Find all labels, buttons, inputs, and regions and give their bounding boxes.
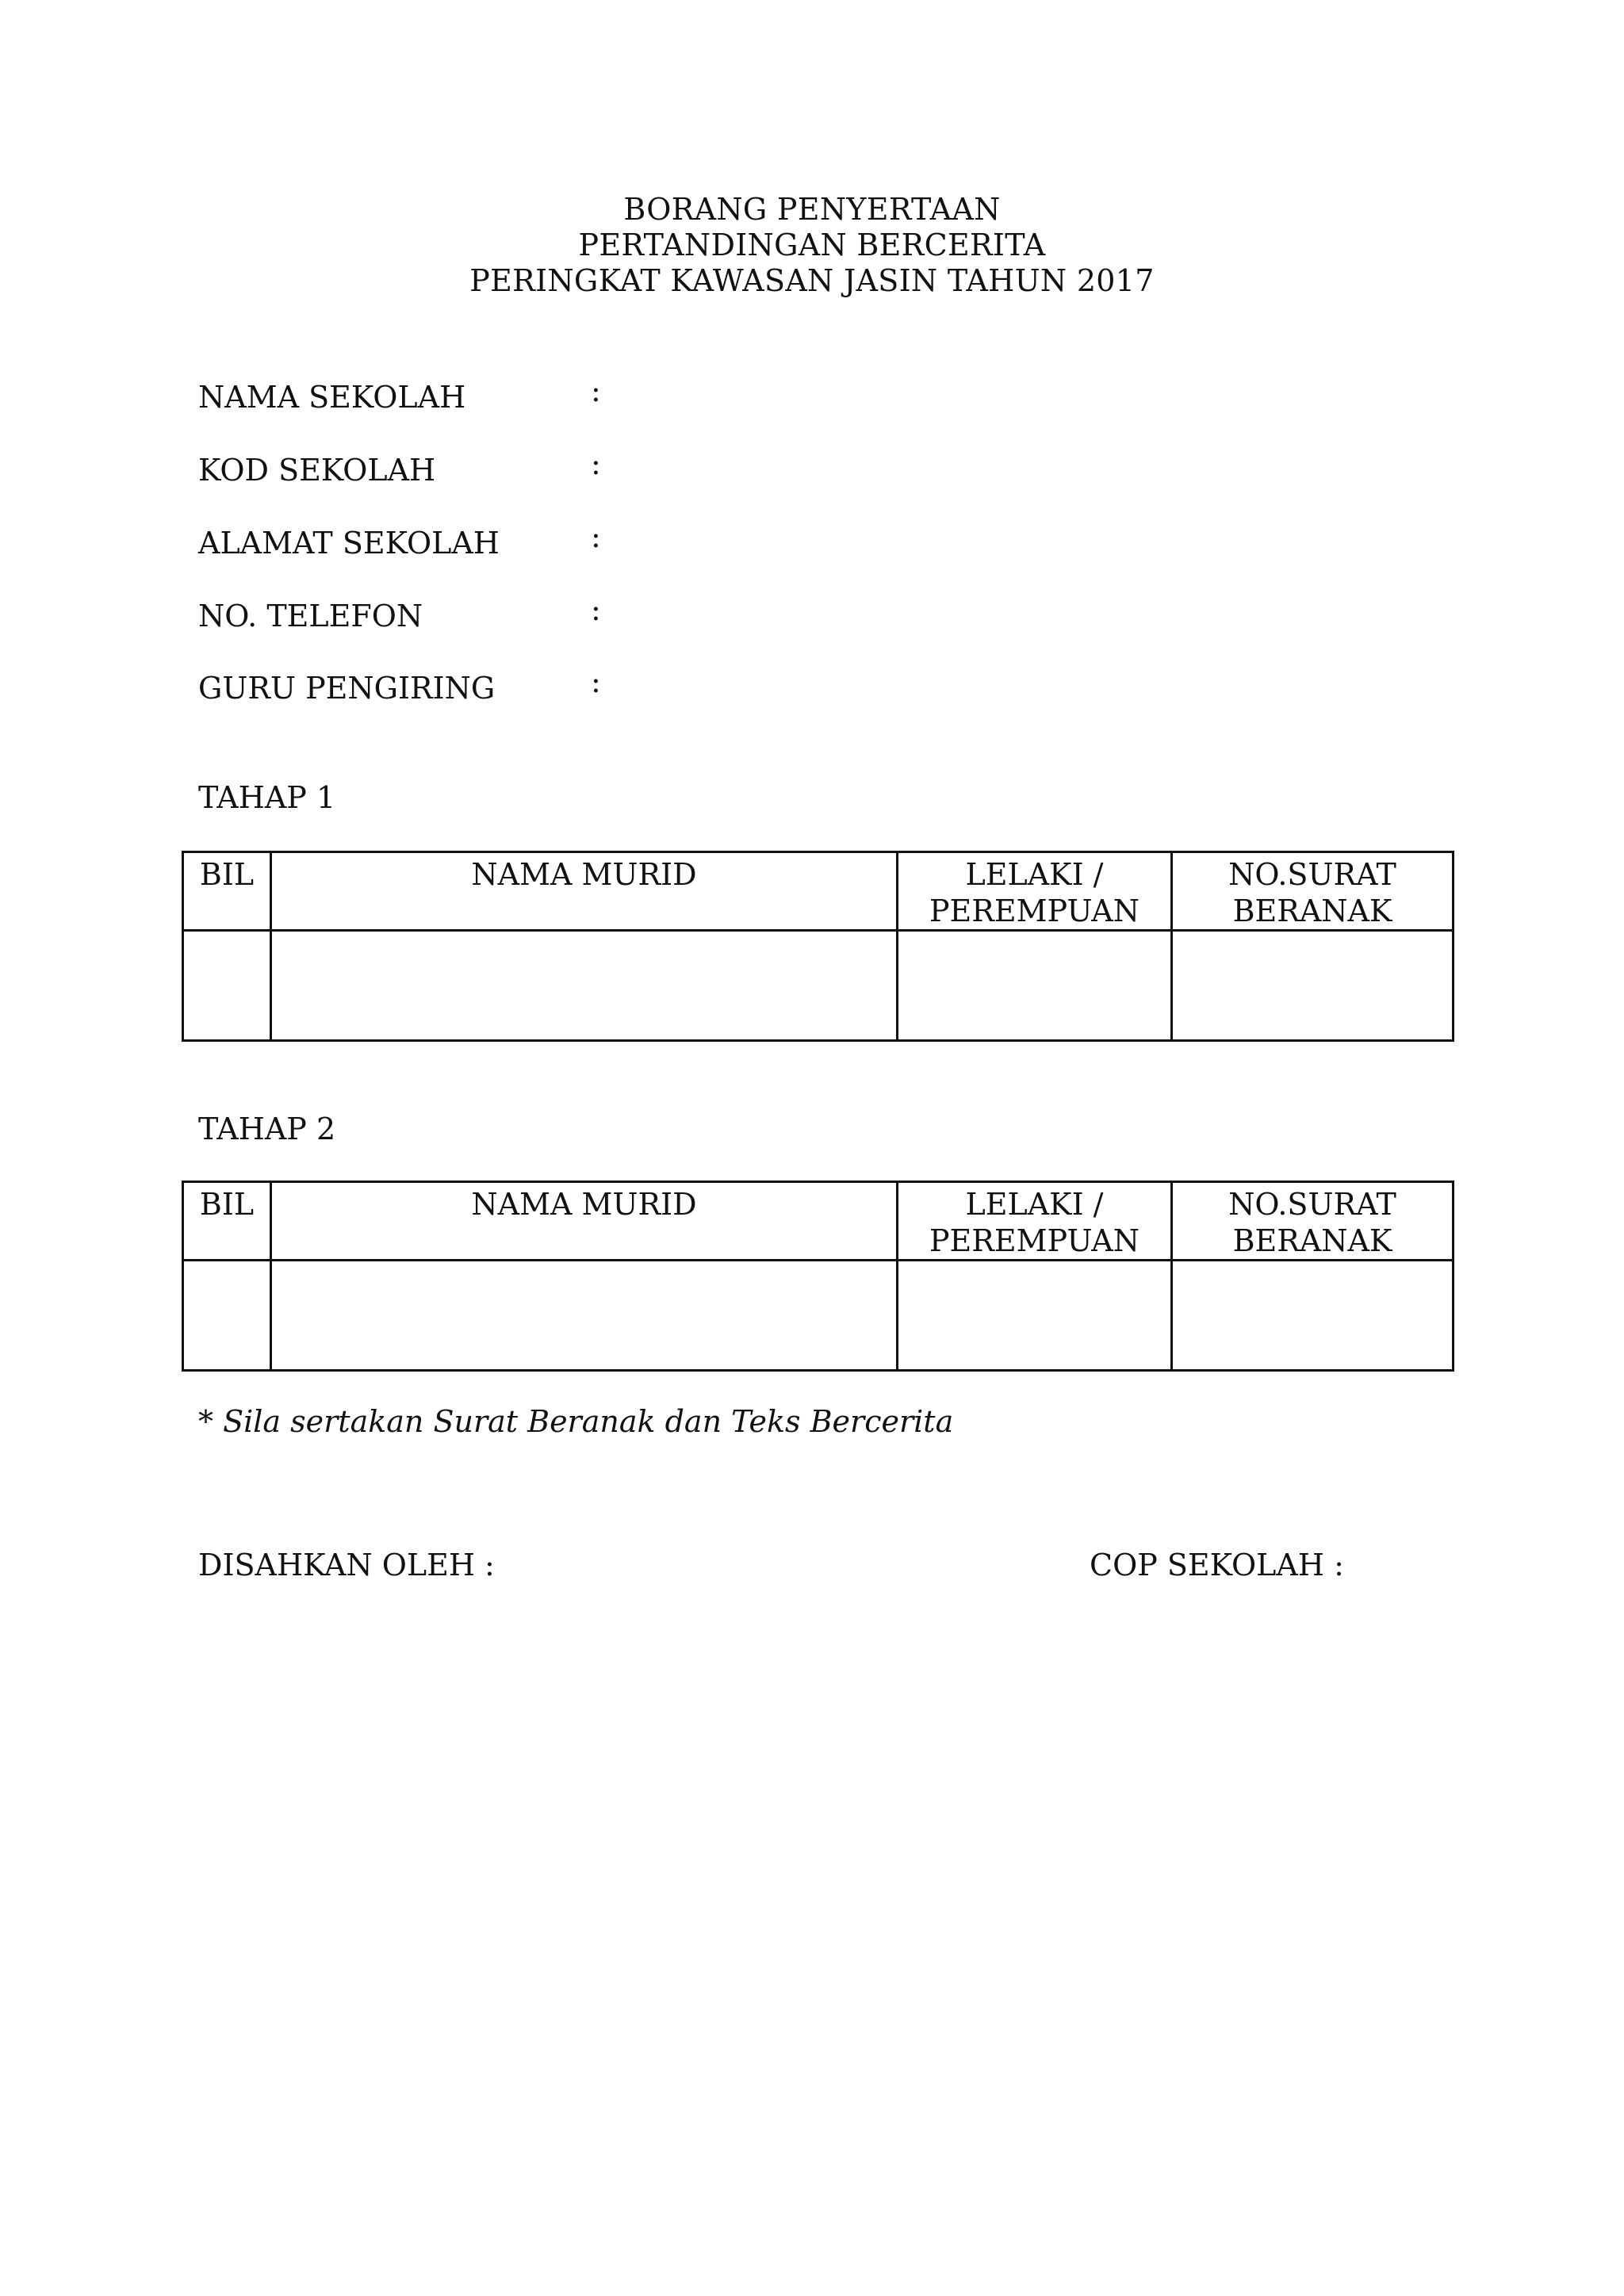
- column-header-nama-murid: NAMA MURID: [271, 852, 898, 931]
- field-label: NAMA SEKOLAH: [198, 380, 466, 415]
- cell-surat-beranak[interactable]: [1172, 931, 1454, 1041]
- field-colon: :: [591, 664, 601, 699]
- table-row: [183, 1261, 1454, 1371]
- cell-jantina[interactable]: [898, 1261, 1172, 1371]
- column-header-surat-beranak: [1172, 852, 1454, 931]
- section-tahap-2: TAHAP 2: [198, 1112, 336, 1146]
- column-header-jantina: [898, 1182, 1172, 1261]
- column-header-bil: BIL: [183, 1182, 271, 1261]
- field-colon: :: [591, 519, 601, 554]
- cell-nama-murid[interactable]: [271, 1261, 898, 1371]
- title-line-2: PERTANDINGAN BERCERITA: [578, 228, 1046, 262]
- table-tahap-2: [182, 1181, 1454, 1372]
- field-colon: :: [591, 373, 601, 408]
- table-header-row: [183, 1182, 1454, 1261]
- field-label: NO. TELEFON: [198, 599, 423, 633]
- header-line: NO.SURAT: [1228, 1187, 1396, 1222]
- table-row: [183, 931, 1454, 1041]
- attachment-note: * Sila sertakan Surat Beranak dan Teks Bercerita: [198, 1404, 954, 1439]
- table-header-row: [183, 852, 1454, 931]
- table-tahap-1: [182, 851, 1454, 1042]
- field-label: GURU PENGIRING: [198, 671, 496, 706]
- header-line: BERANAK: [1232, 1223, 1392, 1258]
- field-label: ALAMAT SEKOLAH: [198, 526, 500, 561]
- header-line: NO.SURAT: [1228, 857, 1396, 892]
- column-header-nama-murid: NAMA MURID: [271, 1182, 898, 1261]
- column-header-bil: BIL: [183, 852, 271, 931]
- header-line: LELAKI /: [965, 857, 1104, 892]
- header-line: LELAKI /: [965, 1187, 1104, 1222]
- cell-nama-murid[interactable]: [271, 931, 898, 1041]
- column-header-surat-beranak: [1172, 1182, 1454, 1261]
- cell-surat-beranak[interactable]: [1172, 1261, 1454, 1371]
- cell-jantina[interactable]: [898, 931, 1172, 1041]
- column-header-jantina: [898, 852, 1172, 931]
- cell-bil[interactable]: [183, 931, 271, 1041]
- cell-bil[interactable]: [183, 1261, 271, 1371]
- title-line-1: BORANG PENYERTAAN: [623, 192, 1001, 227]
- section-tahap-1: TAHAP 1: [198, 780, 336, 815]
- header-line: BERANAK: [1232, 894, 1392, 928]
- field-colon: :: [591, 446, 601, 481]
- form-title: [0, 192, 1624, 299]
- field-label: KOD SEKOLAH: [198, 453, 436, 488]
- header-line: PEREMPUAN: [929, 894, 1140, 928]
- field-colon: :: [591, 592, 601, 627]
- disahkan-oleh-label: DISAHKAN OLEH :: [198, 1548, 495, 1582]
- header-line: PEREMPUAN: [929, 1223, 1140, 1258]
- title-line-3: PERINGKAT KAWASAN JASIN TAHUN 2017: [469, 263, 1155, 298]
- cop-sekolah-label: COP SEKOLAH :: [1090, 1548, 1344, 1582]
